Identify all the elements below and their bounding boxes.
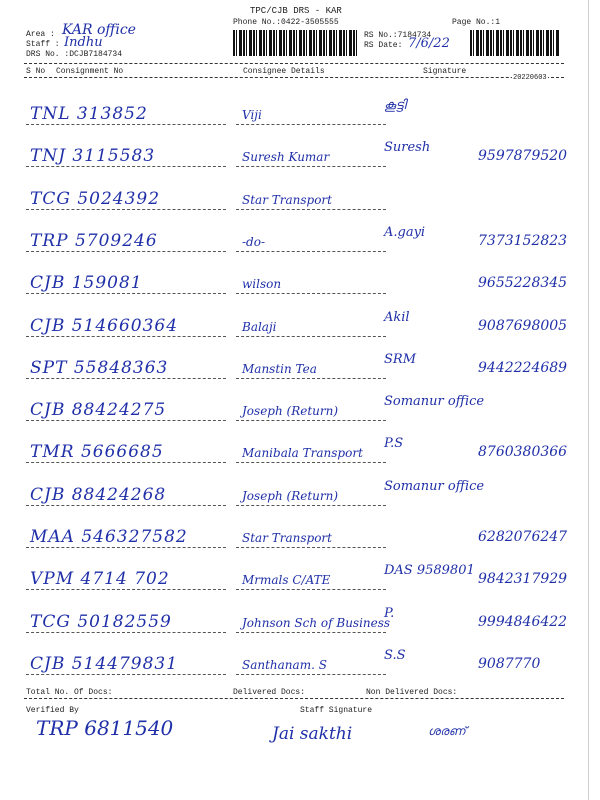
consignment-number: TCG 50182559 — [30, 612, 172, 632]
receiver-signature: കൂട്ടി — [384, 98, 406, 113]
consignment-number: VPM 4714 702 — [30, 569, 170, 589]
row-underline-consignment — [26, 547, 226, 548]
drs-number: DRS No. :DCJB7184734 — [26, 50, 123, 59]
row-underline-consignment — [26, 462, 226, 463]
date-stamp: 20220603 — [513, 74, 547, 82]
receiver-signature: Somanur office — [384, 394, 485, 409]
row-underline-consignment — [26, 589, 226, 590]
consignment-number: SPT 55848363 — [30, 358, 169, 378]
consignee-name: Santhanam. S — [242, 658, 327, 672]
consignee-name: wilson — [242, 277, 282, 291]
consignment-number: CJB 514660364 — [30, 316, 179, 336]
col-sno: S No — [26, 67, 46, 76]
consignee-name: Manibala Transport — [242, 446, 363, 460]
row-underline-consignee — [236, 378, 386, 379]
receiver-phone: 6282076247 — [478, 529, 568, 545]
receiver-phone: 9442224689 — [478, 360, 568, 376]
row-underline-consignment — [26, 336, 226, 337]
receiver-signature: Akil — [384, 310, 410, 325]
total-docs-label: Total No. Of Docs: — [26, 688, 113, 697]
col-consignee: Consignee Details — [243, 67, 325, 76]
consignment-number: CJB 88424268 — [30, 485, 167, 505]
receiver-phone: 9655228345 — [478, 275, 568, 291]
rs-date-label: RS Date: — [364, 41, 403, 50]
verified-by-value: TRP 6811540 — [36, 716, 174, 740]
receiver-signature: A.gayi — [384, 225, 426, 240]
staff-label: Staff : — [26, 40, 60, 49]
receiver-signature: Suresh — [384, 140, 431, 155]
receiver-phone: 9087698005 — [478, 318, 568, 334]
footer-rule — [24, 698, 564, 699]
consignment-number: TMR 5666685 — [30, 442, 164, 462]
consignment-number: TNJ 3115583 — [30, 146, 156, 166]
receiver-signature: SRM — [384, 352, 417, 367]
row-underline-consignee — [236, 547, 386, 548]
row-underline-consignment — [26, 420, 226, 421]
row-underline-consignment — [26, 378, 226, 379]
header-rule-bottom — [24, 77, 564, 78]
consignee-name: Viji — [242, 108, 262, 122]
row-underline-consignment — [26, 505, 226, 506]
row-underline-consignee — [236, 589, 386, 590]
row-underline-consignee — [236, 420, 386, 421]
non-delivered-docs-label: Non Delivered Docs: — [366, 688, 458, 697]
extra-signature: ശരണ് — [428, 724, 466, 738]
row-underline-consignee — [236, 293, 386, 294]
staff-signature-label: Staff Signature — [300, 706, 373, 715]
consignment-number: TRP 5709246 — [30, 231, 158, 251]
row-underline-consignment — [26, 166, 226, 167]
consignee-name: Joseph (Return) — [242, 404, 339, 418]
staff-signature-value: Jai sakthi — [272, 724, 353, 744]
receiver-phone: 9994846422 — [478, 614, 568, 630]
row-underline-consignee — [236, 632, 386, 633]
area-value: KAR office — [62, 22, 136, 38]
phone-number: Phone No.:0422-3505555 — [233, 18, 339, 27]
receiver-phone: 9087770 — [478, 656, 541, 672]
sheet-title: TPC/CJB DRS - KAR — [250, 6, 342, 16]
consignee-name: Johnson Sch of Business — [242, 616, 391, 630]
receiver-phone: 8760380366 — [478, 444, 568, 460]
staff-value: Indhu — [64, 35, 103, 50]
receiver-signature: P.S — [384, 436, 404, 451]
row-underline-consignee — [236, 124, 386, 125]
consignee-name: -do- — [242, 235, 266, 249]
row-underline-consignment — [26, 209, 226, 210]
consignee-name: Balaji — [242, 320, 277, 334]
consignment-number: CJB 88424275 — [30, 400, 167, 420]
area-label: Area : — [26, 30, 55, 39]
receiver-phone: 9842317929 — [478, 571, 568, 587]
receiver-signature: S.S — [384, 648, 406, 663]
row-underline-consignment — [26, 293, 226, 294]
consignee-name: Manstin Tea — [242, 362, 317, 376]
consignment-number: MAA 546327582 — [30, 527, 188, 547]
row-underline-consignee — [236, 336, 386, 337]
page-edge-line — [588, 0, 589, 800]
consignee-name: Suresh Kumar — [242, 150, 330, 164]
row-underline-consignment — [26, 632, 226, 633]
row-underline-consignment — [26, 251, 226, 252]
row-underline-consignee — [236, 209, 386, 210]
receiver-signature: Somanur office — [384, 479, 485, 494]
barcode-right — [470, 30, 560, 56]
col-consignment: Consignment No — [56, 67, 124, 76]
row-underline-consignee — [236, 462, 386, 463]
row-underline-consignment — [26, 124, 226, 125]
col-signature: Signature — [423, 67, 467, 76]
consignee-name: Star Transport — [242, 193, 332, 207]
receiver-phone: 7373152823 — [478, 233, 568, 249]
barcode-left — [233, 30, 359, 56]
receiver-phone: 9597879520 — [478, 148, 568, 164]
row-underline-consignee — [236, 166, 386, 167]
receiver-signature: P. — [384, 606, 395, 621]
consignment-number: TCG 5024392 — [30, 189, 161, 209]
row-underline-consignee — [236, 251, 386, 252]
rs-number: RS No.:7184734 — [364, 31, 432, 40]
row-underline-consignee — [236, 674, 386, 675]
rs-date-value: 7/6/22 — [408, 36, 450, 51]
verified-by-label: Verified By — [26, 706, 79, 715]
receiver-signature: DAS 9589801 — [384, 563, 475, 578]
consignment-number: CJB 159081 — [30, 273, 143, 293]
consignment-number: CJB 514479831 — [30, 654, 179, 674]
consignee-name: Mrmals C/ATE — [242, 573, 331, 587]
consignment-number: TNL 313852 — [30, 104, 148, 124]
consignee-name: Star Transport — [242, 531, 332, 545]
header-rule-top — [24, 63, 564, 64]
row-underline-consignee — [236, 505, 386, 506]
consignee-name: Joseph (Return) — [242, 489, 339, 503]
delivered-docs-label: Delivered Docs: — [233, 688, 306, 697]
page-number: Page No.:1 — [452, 18, 501, 27]
row-underline-consignment — [26, 674, 226, 675]
